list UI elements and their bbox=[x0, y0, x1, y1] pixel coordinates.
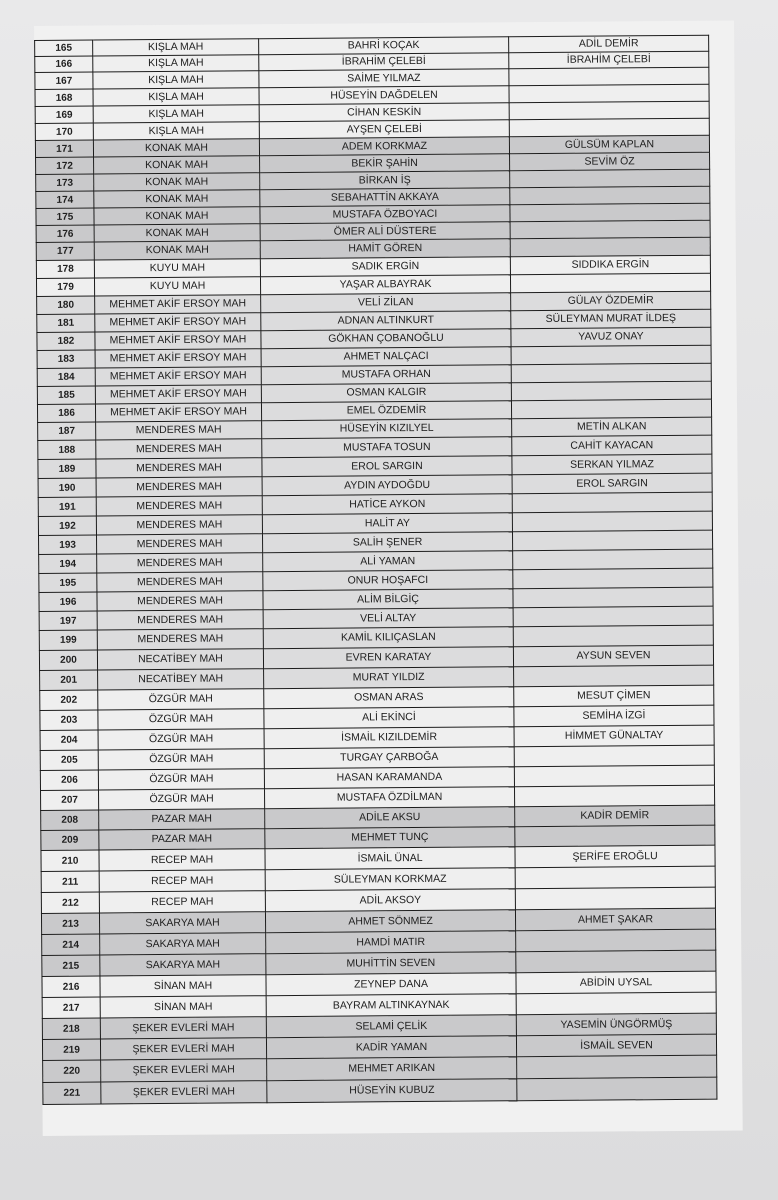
member-table bbox=[34, 35, 717, 1105]
name-cell: SALİH ŞENER bbox=[262, 532, 512, 553]
row-number-cell: 195 bbox=[39, 573, 97, 592]
neighborhood-cell: KIŞLA MAH bbox=[93, 105, 259, 123]
second-name-cell bbox=[514, 665, 714, 687]
neighborhood-cell: MENDERES MAH bbox=[97, 591, 263, 611]
row-number-cell: 181 bbox=[37, 314, 95, 332]
row-number-cell: 215 bbox=[42, 955, 100, 976]
neighborhood-cell: RECEP MAH bbox=[99, 849, 265, 871]
neighborhood-cell: MENDERES MAH bbox=[96, 458, 262, 478]
row-number-cell: 209 bbox=[41, 830, 99, 850]
name-cell: YAŞAR ALBAYRAK bbox=[260, 275, 510, 295]
name-cell: HÜSEYİN KUBUZ bbox=[267, 1079, 517, 1103]
name-cell: İSMAİL KIZILDEMİR bbox=[264, 727, 514, 749]
neighborhood-cell: NECATİBEY MAH bbox=[98, 669, 264, 690]
second-name-cell bbox=[512, 492, 712, 513]
second-name-cell: ADİL DEMİR bbox=[509, 35, 709, 53]
row-number-cell: 196 bbox=[39, 592, 97, 611]
name-cell: İBRAHİM ÇELEBİ bbox=[259, 53, 509, 71]
second-name-cell bbox=[511, 345, 711, 365]
neighborhood-cell: KIŞLA MAH bbox=[93, 88, 259, 106]
name-cell: ALİ EKİNCİ bbox=[264, 707, 514, 729]
second-name-cell bbox=[510, 273, 710, 293]
name-cell: BAHRİ KOÇAK bbox=[259, 37, 509, 55]
name-cell: ÖMER ALİ DÜSTERE bbox=[260, 222, 510, 241]
neighborhood-cell: KUYU MAH bbox=[94, 259, 260, 278]
row-number-cell: 219 bbox=[42, 1039, 100, 1060]
row-number-cell: 186 bbox=[37, 404, 95, 422]
neighborhood-cell: MENDERES MAH bbox=[96, 477, 262, 497]
second-name-cell: İSMAİL SEVEN bbox=[516, 1034, 716, 1057]
row-number-cell: 214 bbox=[42, 934, 100, 955]
row-number-cell: 212 bbox=[41, 892, 99, 913]
row-number-cell: 182 bbox=[37, 332, 95, 350]
name-cell: MUSTAFA TOSUN bbox=[262, 437, 512, 458]
second-name-cell bbox=[514, 785, 714, 807]
second-name-cell: YASEMİN ÜNGÖRMÜŞ bbox=[516, 1013, 716, 1036]
row-number-cell: 175 bbox=[36, 208, 94, 225]
row-number-cell: 213 bbox=[41, 913, 99, 934]
neighborhood-cell: KIŞLA MAH bbox=[93, 122, 259, 140]
table-row bbox=[43, 1077, 717, 1104]
name-cell: ALİM BİLGİÇ bbox=[263, 589, 513, 610]
neighborhood-cell: KONAK MAH bbox=[94, 173, 260, 191]
name-cell: ADİLE AKSU bbox=[265, 807, 515, 829]
neighborhood-cell: ÖZGÜR MAH bbox=[98, 729, 264, 750]
neighborhood-cell: MENDERES MAH bbox=[96, 439, 262, 459]
neighborhood-cell: MENDERES MAH bbox=[97, 610, 263, 630]
row-number-cell: 220 bbox=[43, 1060, 101, 1082]
row-number-cell: 187 bbox=[38, 422, 96, 440]
row-number-cell: 221 bbox=[43, 1082, 101, 1104]
row-number-cell: 204 bbox=[40, 730, 98, 750]
neighborhood-cell: KONAK MAH bbox=[94, 156, 260, 174]
name-cell: OSMAN KALGIR bbox=[261, 383, 511, 403]
second-name-cell bbox=[515, 866, 715, 889]
second-name-cell: GÜLSÜM KAPLAN bbox=[509, 135, 709, 154]
row-number-cell: 193 bbox=[39, 535, 97, 554]
row-number-cell: 165 bbox=[35, 40, 93, 56]
neighborhood-cell: ŞEKER EVLERİ MAH bbox=[101, 1059, 267, 1082]
row-number-cell: 167 bbox=[35, 72, 93, 89]
second-name-cell: SEMİHA İZGİ bbox=[514, 705, 714, 727]
neighborhood-cell: MENDERES MAH bbox=[97, 553, 263, 573]
name-cell: MUSTAFA ORHAN bbox=[261, 365, 511, 385]
second-name-cell: METİN ALKAN bbox=[512, 417, 712, 437]
row-number-cell: 166 bbox=[35, 56, 93, 72]
name-cell: HAMDİ MATIR bbox=[266, 931, 516, 954]
neighborhood-cell: ŞEKER EVLERİ MAH bbox=[100, 1017, 266, 1039]
name-cell: KADİR YAMAN bbox=[266, 1036, 516, 1059]
second-name-cell: ŞERİFE EROĞLU bbox=[515, 845, 715, 868]
neighborhood-cell: ÖZGÜR MAH bbox=[98, 749, 264, 770]
neighborhood-cell: RECEP MAH bbox=[99, 891, 265, 913]
row-number-cell: 169 bbox=[35, 106, 93, 123]
name-cell: ONUR HOŞAFCI bbox=[263, 570, 513, 591]
row-number-cell: 179 bbox=[36, 278, 94, 296]
neighborhood-cell: PAZAR MAH bbox=[99, 809, 265, 830]
row-number-cell: 188 bbox=[38, 440, 96, 459]
second-name-cell bbox=[509, 67, 709, 86]
row-number-cell: 185 bbox=[37, 386, 95, 404]
name-cell: VELİ ZİLAN bbox=[261, 293, 511, 313]
document-page bbox=[34, 21, 743, 1136]
name-cell: ADNAN ALTINKURT bbox=[261, 311, 511, 331]
second-name-cell bbox=[513, 549, 713, 570]
name-cell: EMEL ÖZDEMİR bbox=[261, 401, 511, 421]
row-number-cell: 207 bbox=[41, 790, 99, 810]
neighborhood-cell: ÖZGÜR MAH bbox=[99, 789, 265, 810]
row-number-cell: 168 bbox=[35, 89, 93, 106]
second-name-cell: İBRAHİM ÇELEBİ bbox=[509, 51, 709, 69]
second-name-cell bbox=[509, 84, 709, 103]
second-name-cell: MESUT ÇİMEN bbox=[514, 685, 714, 707]
second-name-cell: SIDDIKA ERGİN bbox=[510, 255, 710, 275]
second-name-cell bbox=[510, 220, 710, 239]
row-number-cell: 174 bbox=[36, 191, 94, 208]
name-cell: BİRKAN İŞ bbox=[260, 171, 510, 190]
second-name-cell bbox=[514, 765, 714, 787]
row-number-cell: 173 bbox=[36, 174, 94, 191]
second-name-cell: HİMMET GÜNALTAY bbox=[514, 725, 714, 747]
name-cell: BAYRAM ALTINKAYNAK bbox=[266, 994, 516, 1017]
neighborhood-cell: SİNAN MAH bbox=[100, 975, 266, 997]
name-cell: ALİ YAMAN bbox=[263, 551, 513, 572]
neighborhood-cell: RECEP MAH bbox=[99, 870, 265, 892]
name-cell: AYŞEN ÇELEBİ bbox=[259, 120, 509, 139]
table-body bbox=[35, 35, 717, 1104]
name-cell: HÜSEYİN DAĞDELEN bbox=[259, 86, 509, 105]
name-cell: MEHMET ARIKAN bbox=[267, 1057, 517, 1081]
neighborhood-cell: MEHMET AKİF ERSOY MAH bbox=[95, 403, 261, 422]
neighborhood-cell: MENDERES MAH bbox=[97, 572, 263, 592]
neighborhood-cell: MEHMET AKİF ERSOY MAH bbox=[95, 385, 261, 404]
second-name-cell: SERKAN YILMAZ bbox=[512, 454, 712, 475]
neighborhood-cell: MEHMET AKİF ERSOY MAH bbox=[95, 349, 261, 368]
neighborhood-cell: KIŞLA MAH bbox=[93, 55, 259, 72]
row-number-cell: 178 bbox=[36, 260, 94, 278]
row-number-cell: 218 bbox=[42, 1018, 100, 1039]
second-name-cell: AHMET ŞAKAR bbox=[515, 908, 715, 931]
row-number-cell: 208 bbox=[41, 810, 99, 830]
second-name-cell: EROL SARGIN bbox=[512, 473, 712, 494]
second-name-cell bbox=[514, 745, 714, 767]
row-number-cell: 171 bbox=[35, 140, 93, 157]
neighborhood-cell: ŞEKER EVLERİ MAH bbox=[100, 1038, 266, 1060]
name-cell: VELİ ALTAY bbox=[263, 608, 513, 629]
neighborhood-cell: MEHMET AKİF ERSOY MAH bbox=[95, 367, 261, 386]
row-number-cell: 190 bbox=[38, 478, 96, 497]
second-name-cell bbox=[516, 950, 716, 973]
neighborhood-cell: KONAK MAH bbox=[93, 139, 259, 157]
row-number-cell: 217 bbox=[42, 997, 100, 1018]
neighborhood-cell: MENDERES MAH bbox=[96, 515, 262, 535]
name-cell: GÖKHAN ÇOBANOĞLU bbox=[261, 329, 511, 349]
second-name-cell bbox=[513, 606, 713, 627]
second-name-cell: AYSUN SEVEN bbox=[513, 645, 713, 667]
second-name-cell bbox=[510, 169, 710, 188]
row-number-cell: 202 bbox=[40, 690, 98, 710]
second-name-cell: ABİDİN UYSAL bbox=[516, 971, 716, 994]
name-cell: HAMİT GÖREN bbox=[260, 239, 510, 259]
second-name-cell bbox=[509, 118, 709, 137]
second-name-cell bbox=[516, 929, 716, 952]
neighborhood-cell: MENDERES MAH bbox=[96, 496, 262, 516]
name-cell: MUSTAFA ÖZDİLMAN bbox=[264, 787, 514, 809]
row-number-cell: 194 bbox=[39, 554, 97, 573]
name-cell: HÜSEYİN KIZILYEL bbox=[262, 419, 512, 439]
name-cell: MEHMET TUNÇ bbox=[265, 827, 515, 849]
name-cell: AYDIN AYDOĞDU bbox=[262, 475, 512, 496]
neighborhood-cell: ÖZGÜR MAH bbox=[98, 769, 264, 790]
second-name-cell: KADİR DEMİR bbox=[515, 805, 715, 827]
name-cell: SELAMİ ÇELİK bbox=[266, 1015, 516, 1038]
neighborhood-cell: MENDERES MAH bbox=[96, 421, 262, 440]
second-name-cell bbox=[511, 381, 711, 401]
second-name-cell bbox=[516, 992, 716, 1015]
row-number-cell: 170 bbox=[35, 123, 93, 140]
second-name-cell bbox=[513, 625, 713, 647]
second-name-cell bbox=[510, 186, 710, 205]
row-number-cell: 216 bbox=[42, 976, 100, 997]
row-number-cell: 184 bbox=[37, 368, 95, 386]
second-name-cell bbox=[511, 363, 711, 383]
name-cell: HASAN KARAMANDA bbox=[264, 767, 514, 789]
name-cell: OSMAN ARAS bbox=[264, 687, 514, 709]
name-cell: BEKİR ŞAHİN bbox=[260, 154, 510, 173]
name-cell: ADEM KORKMAZ bbox=[259, 137, 509, 156]
row-number-cell: 199 bbox=[39, 630, 97, 650]
row-number-cell: 210 bbox=[41, 850, 99, 871]
neighborhood-cell: MEHMET AKİF ERSOY MAH bbox=[95, 331, 261, 350]
name-cell: ADİL AKSOY bbox=[265, 889, 515, 912]
neighborhood-cell: KONAK MAH bbox=[94, 241, 260, 260]
second-name-cell bbox=[511, 399, 711, 419]
row-number-cell: 206 bbox=[40, 770, 98, 790]
name-cell: SÜLEYMAN KORKMAZ bbox=[265, 868, 515, 891]
name-cell: HALİT AY bbox=[262, 513, 512, 534]
neighborhood-cell: ŞEKER EVLERİ MAH bbox=[101, 1081, 267, 1104]
neighborhood-cell: SAKARYA MAH bbox=[100, 933, 266, 955]
second-name-cell: SÜLEYMAN MURAT İLDEŞ bbox=[511, 309, 711, 329]
name-cell: CİHAN KESKİN bbox=[259, 103, 509, 122]
name-cell: TURGAY ÇARBOĞA bbox=[264, 747, 514, 769]
neighborhood-cell: KIŞLA MAH bbox=[93, 39, 259, 56]
name-cell: SADIK ERGİN bbox=[260, 257, 510, 277]
neighborhood-cell: KUYU MAH bbox=[94, 277, 260, 296]
neighborhood-cell: MENDERES MAH bbox=[97, 629, 263, 650]
name-cell: HATİCE AYKON bbox=[262, 494, 512, 515]
row-number-cell: 177 bbox=[36, 242, 94, 260]
row-number-cell: 180 bbox=[37, 296, 95, 314]
name-cell: İSMAİL ÜNAL bbox=[265, 847, 515, 870]
second-name-cell: SEVİM ÖZ bbox=[510, 152, 710, 171]
neighborhood-cell: SAKARYA MAH bbox=[99, 912, 265, 934]
name-cell: EROL SARGIN bbox=[262, 456, 512, 477]
name-cell: MUSTAFA ÖZBOYACI bbox=[260, 205, 510, 224]
second-name-cell bbox=[515, 825, 715, 847]
second-name-cell: CAHİT KAYACAN bbox=[512, 435, 712, 456]
second-name-cell bbox=[513, 587, 713, 608]
name-cell: ZEYNEP DANA bbox=[266, 973, 516, 996]
row-number-cell: 191 bbox=[38, 497, 96, 516]
neighborhood-cell: KONAK MAH bbox=[94, 224, 260, 242]
neighborhood-cell: ÖZGÜR MAH bbox=[98, 689, 264, 710]
second-name-cell: YAVUZ ONAY bbox=[511, 327, 711, 347]
row-number-cell: 176 bbox=[36, 225, 94, 242]
name-cell: MUHİTTİN SEVEN bbox=[266, 952, 516, 975]
neighborhood-cell: MENDERES MAH bbox=[96, 534, 262, 554]
name-cell: MURAT YILDIZ bbox=[264, 667, 514, 689]
second-name-cell: GÜLAY ÖZDEMİR bbox=[511, 291, 711, 311]
second-name-cell bbox=[510, 237, 710, 257]
second-name-cell bbox=[512, 530, 712, 551]
name-cell: AHMET NALÇACI bbox=[261, 347, 511, 367]
neighborhood-cell: PAZAR MAH bbox=[99, 829, 265, 850]
second-name-cell bbox=[513, 568, 713, 589]
row-number-cell: 192 bbox=[38, 516, 96, 535]
name-cell: KAMİL KILIÇASLAN bbox=[263, 627, 513, 649]
row-number-cell: 189 bbox=[38, 459, 96, 478]
second-name-cell bbox=[515, 887, 715, 910]
row-number-cell: 211 bbox=[41, 871, 99, 892]
second-name-cell bbox=[510, 203, 710, 222]
name-cell: SAİME YILMAZ bbox=[259, 69, 509, 88]
neighborhood-cell: ÖZGÜR MAH bbox=[98, 709, 264, 730]
neighborhood-cell: KONAK MAH bbox=[94, 207, 260, 225]
second-name-cell bbox=[517, 1077, 717, 1101]
row-number-cell: 200 bbox=[39, 650, 97, 670]
neighborhood-cell: NECATİBEY MAH bbox=[97, 649, 263, 670]
neighborhood-cell: MEHMET AKİF ERSOY MAH bbox=[95, 295, 261, 314]
neighborhood-cell: KIŞLA MAH bbox=[93, 71, 259, 89]
second-name-cell bbox=[517, 1055, 717, 1079]
neighborhood-cell: MEHMET AKİF ERSOY MAH bbox=[95, 313, 261, 332]
neighborhood-cell: SİNAN MAH bbox=[100, 996, 266, 1018]
neighborhood-cell: SAKARYA MAH bbox=[100, 954, 266, 976]
name-cell: AHMET SÖNMEZ bbox=[265, 910, 515, 933]
name-cell: SEBAHATTİN AKKAYA bbox=[260, 188, 510, 207]
name-cell: EVREN KARATAY bbox=[263, 647, 513, 669]
row-number-cell: 205 bbox=[40, 750, 98, 770]
row-number-cell: 201 bbox=[40, 670, 98, 690]
row-number-cell: 172 bbox=[36, 157, 94, 174]
second-name-cell bbox=[512, 511, 712, 532]
row-number-cell: 183 bbox=[37, 350, 95, 368]
second-name-cell bbox=[509, 101, 709, 120]
neighborhood-cell: KONAK MAH bbox=[94, 190, 260, 208]
row-number-cell: 197 bbox=[39, 611, 97, 630]
row-number-cell: 203 bbox=[40, 710, 98, 730]
